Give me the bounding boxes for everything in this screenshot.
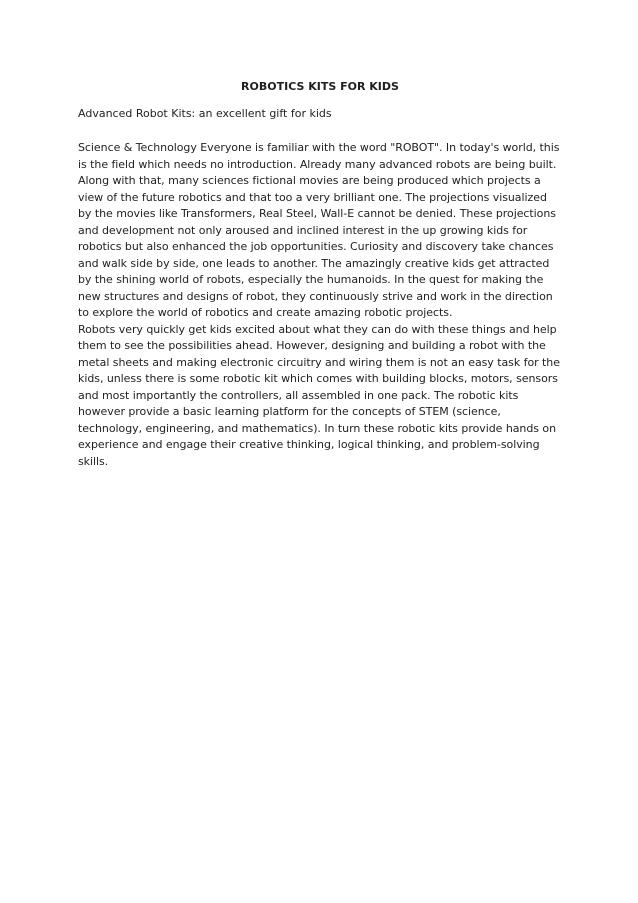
paragraph-intro: Science & Technology Everyone is familiar with the word "ROBOT". In today's world, this is the field which needs no introduction. Already many advanced robots are being built. Along with that, many sciences fictional movies are being produced which projects a view of the future robotics and that too a very brilliant one. The projections visualized by the movies like Transformers, Real Steel, Wall-E cannot be denied. These projections and development not only aroused and inclined interest in the up growing kids for robotics but also enhanced the job opportunities. Curiosity and discovery take chances and walk side by side, one leads to another. The amazingly creative kids get attracted by the shining world of robots, especially the humanoids. In the quest for making the new structures and designs of robot, they continuously strive and work in the direction to explore the world of robotics and create amazing robotic projects. <box>78 141 560 319</box>
document-body <box>78 78 562 470</box>
document-subtitle: Advanced Robot Kits: an excellent gift for kids <box>78 107 332 120</box>
document-title: ROBOTICS KITS FOR KIDS <box>241 80 399 93</box>
paragraph-robot-kits: Robots very quickly get kids excited about what they can do with these things and help them to see the possibilities ahead. However, designing and building a robot with the metal sheets and making electronic circuitry and wiring them is not an easy task for the kids, unless there is some robotic kit which comes with building blocks, motors, sensors and most importantly the controllers, all assembled in one pack. The robotic kits however provide a basic learning platform for the concepts of STEM (science, technology, engineering, and mathematics). In turn these robotic kits provide hands on experience and engage their creative thinking, logical thinking, and problem-solving skills. <box>78 322 560 468</box>
